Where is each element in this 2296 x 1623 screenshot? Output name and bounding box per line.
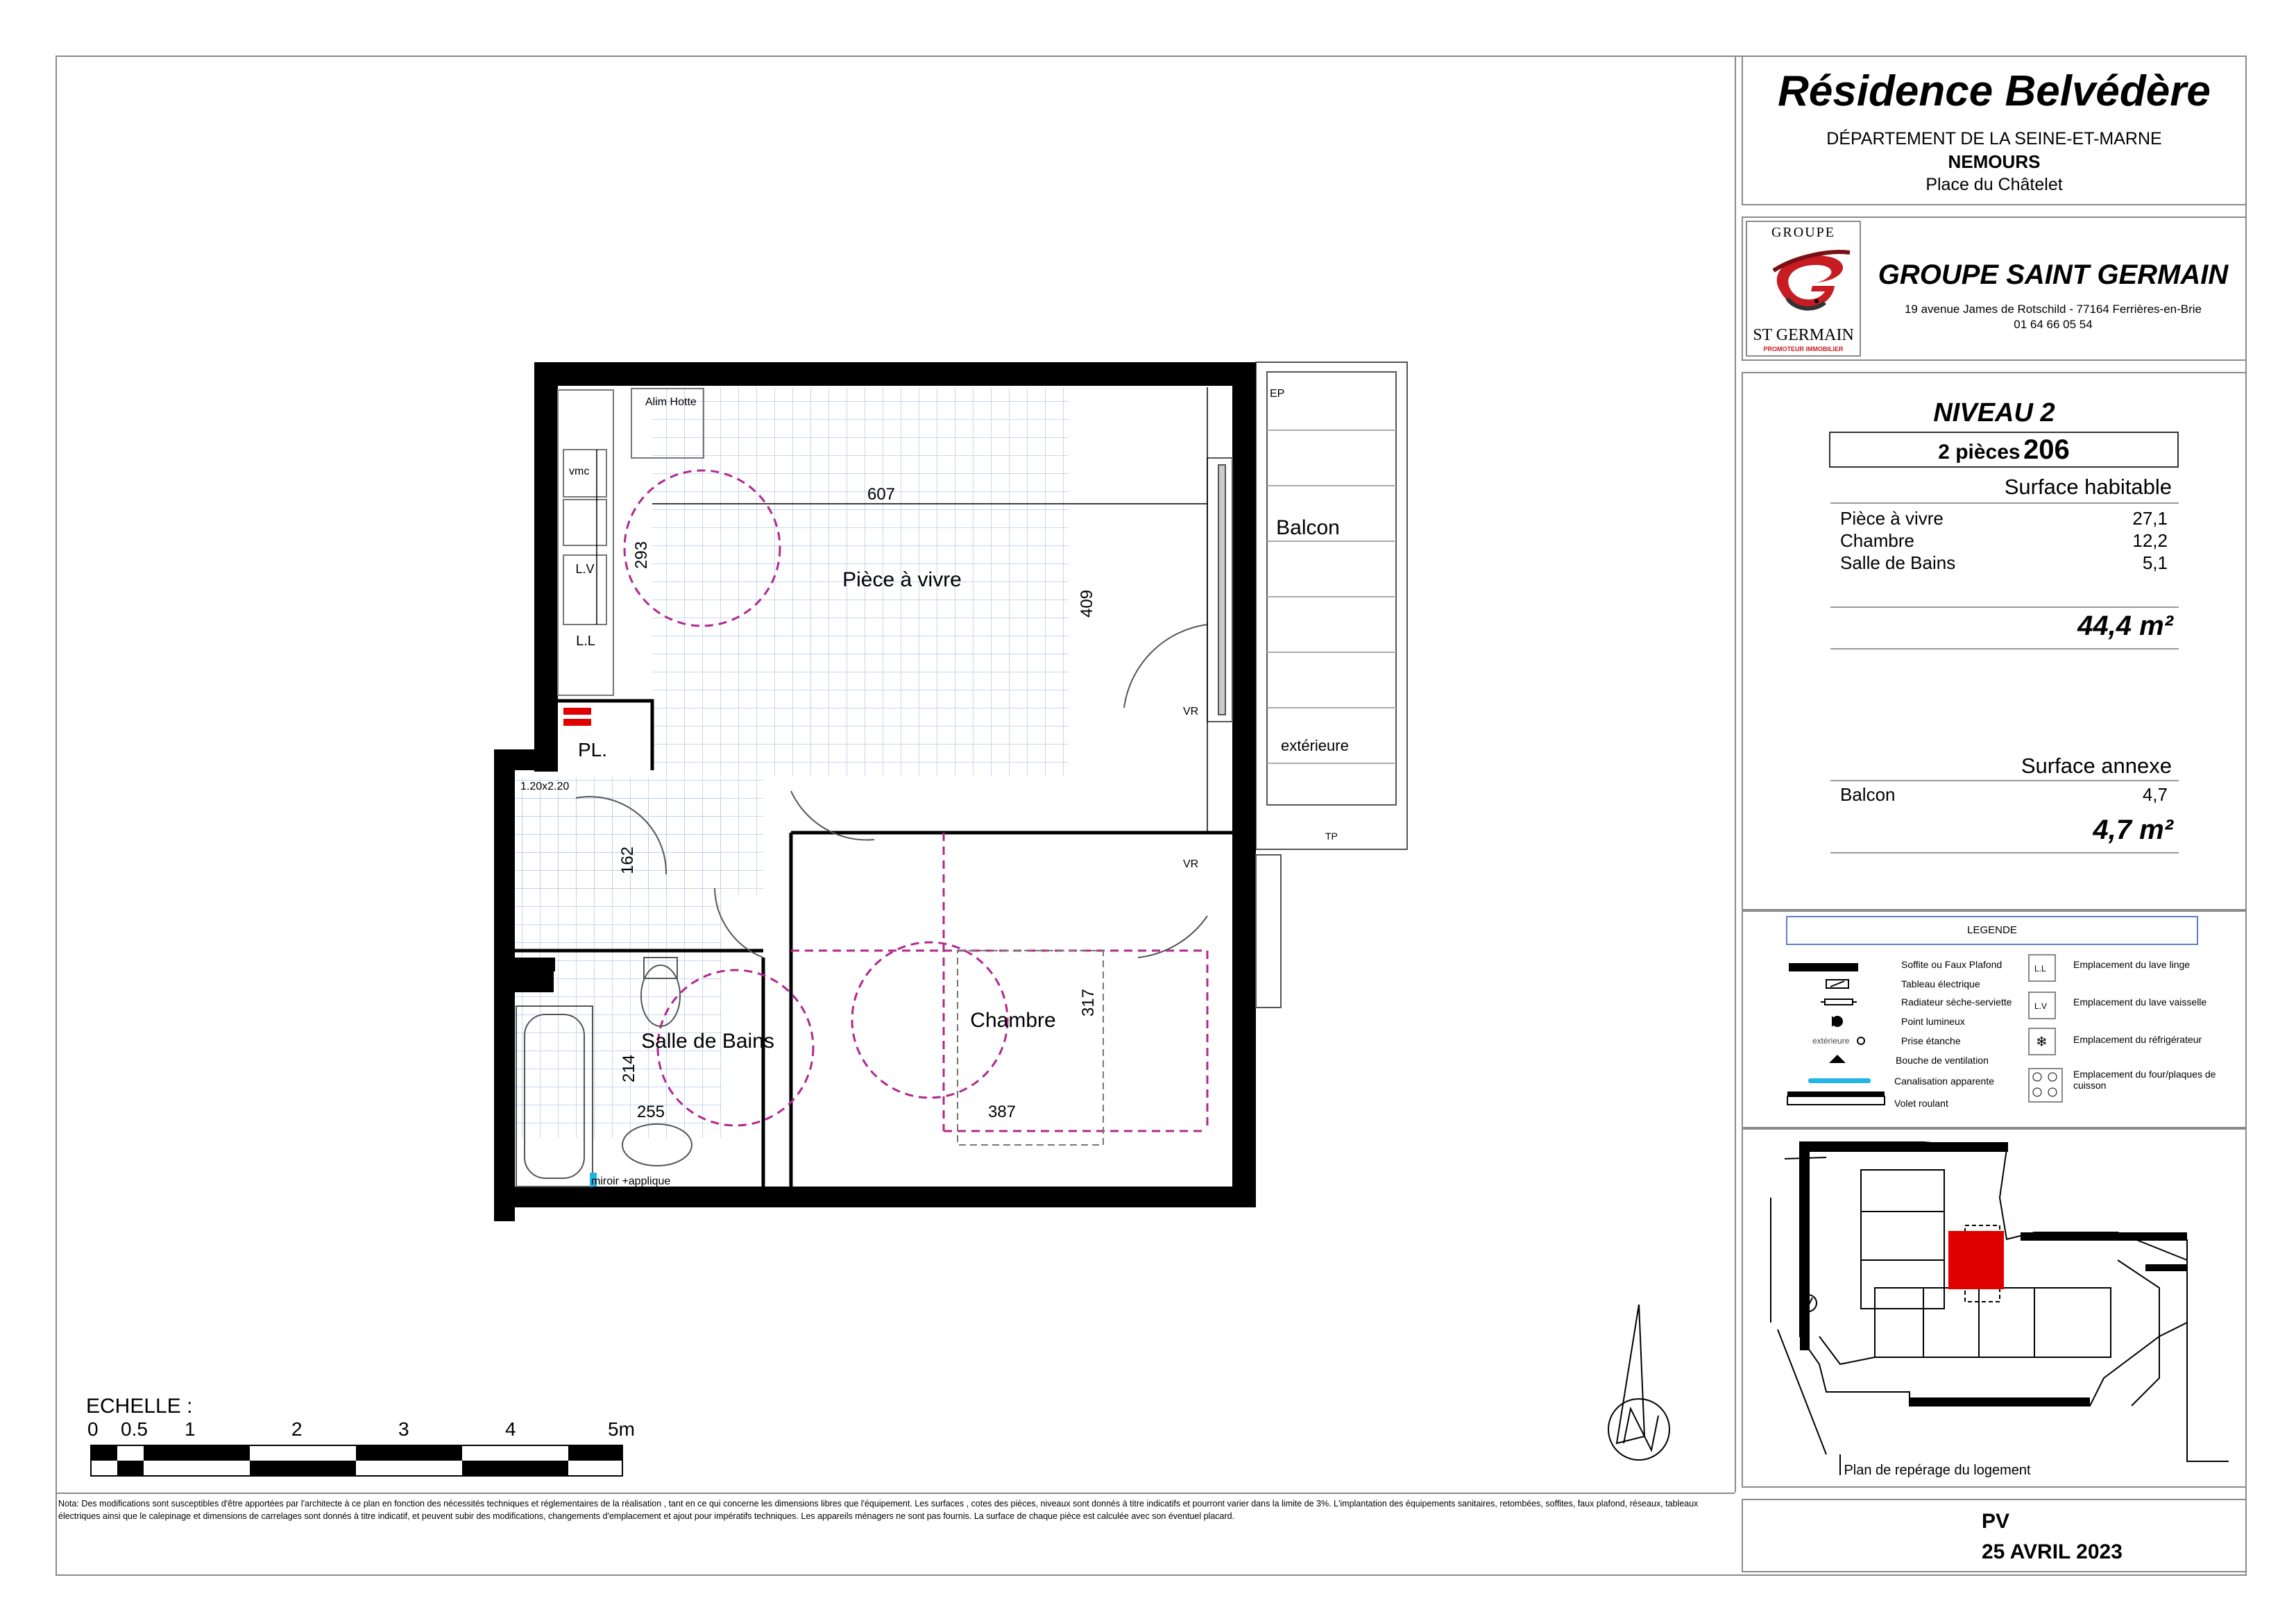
logo-bottom-text: ST GERMAIN <box>1753 326 1854 344</box>
legend-item-pipe: Canalisation apparente <box>1894 1076 1994 1087</box>
svg-text:L.L: L.L <box>2034 964 2046 974</box>
habitable-rule <box>1830 502 2179 504</box>
habitable-rule-3 <box>1830 648 2179 649</box>
svg-text:❄: ❄ <box>2036 1035 2048 1050</box>
legend-item-radiator: Radiateur sèche-serviette <box>1901 996 2012 1008</box>
scale-tick-4: 4 <box>505 1418 516 1440</box>
towel-radiator-icon <box>563 708 591 726</box>
legend-item-vent: Bouche de ventilation <box>1896 1055 1989 1066</box>
pipe-symbol <box>1808 1078 1871 1083</box>
legend-item-laundry: Emplacement du lave linge <box>2073 959 2191 970</box>
annex-rule <box>1830 780 2179 781</box>
legend-item-socket: Prise étanche <box>1901 1035 1961 1046</box>
unit-type: 2 pièces <box>1938 441 2021 464</box>
floor-plan <box>486 347 1457 1221</box>
oven-slot-icon <box>2029 1069 2062 1102</box>
scale-tick-2: 2 <box>291 1418 303 1440</box>
unit-block <box>1742 372 2247 910</box>
towel-radiator-icon <box>1821 999 1857 1005</box>
developer-name: GROUPE SAINT GERMAIN <box>1878 260 2229 290</box>
north-arrow-icon <box>1589 1305 1693 1471</box>
mirror-label: miroir +applique <box>591 1175 671 1187</box>
entry-floor <box>513 777 763 895</box>
legend-item-panel: Tableau électrique <box>1901 978 1980 989</box>
sealed-socket-icon <box>1857 1037 1864 1044</box>
legend-item-shutter: Volet roulant <box>1894 1098 1948 1109</box>
key-plan-map <box>1743 1128 2245 1486</box>
scale-tick-1: 1 <box>185 1418 196 1440</box>
department: DÉPARTEMENT DE LA SEINE-ET-MARNE <box>1826 129 2162 148</box>
scale-tick-5m: 5m <box>608 1418 635 1440</box>
legend-item-fridge: Emplacement du réfrigérateur <box>2073 1034 2202 1045</box>
dim-317: 317 <box>1079 988 1098 1017</box>
vr-label-1: VR <box>1183 706 1199 717</box>
dim-387: 387 <box>987 1103 1017 1121</box>
unit-number: 206 <box>2023 434 2070 465</box>
room-name-bathroom: Salle de Bains <box>1840 552 1956 573</box>
scale-tick-05: 0.5 <box>121 1418 148 1440</box>
room-bedroom: Chambre <box>970 1009 1056 1032</box>
room-balcony: Balcon <box>1276 516 1340 539</box>
city: NEMOURS <box>1948 151 2041 172</box>
fridge-slot-icon <box>2029 1028 2055 1055</box>
unit-id-box <box>1829 432 2179 468</box>
room-area-living: 27,1 <box>2132 508 2168 529</box>
bedroom-floor <box>791 847 992 1138</box>
annex-total: 4,7 m² <box>2093 815 2173 845</box>
disclaimer-note: Nota: Des modifications sont susceptibles d'être apportées par l'architecte à ce plan en fonction des nécessités techniques et réglementaires de la réalisation , tant en ce qui concerne les dimensions libres que l'équipement. Les surfaces , cotes des pièces, niveaux sont donnés à titre indicatifs et pourront varier dans la limite de 3%. L'implantation des équipements sanitaires, retombées, soffites, faux plafond, réseaux, tableaux électriques ainsi que le calepinage et dimensions de carrelages sont donnés à titre indicatif, et peuvent subir des modifications, changements d'emplacement et ajout pour impératifs techniques. Les appareils ménagers ne sont pas fournis. La surface de chaque pièce est calculée avec son éventuel placard. <box>58 1499 1699 1521</box>
scale-bar <box>90 1445 624 1478</box>
developer-logo <box>1746 221 1861 357</box>
developer-phone: 01 64 66 05 54 <box>2014 318 2093 331</box>
logo-mark-icon <box>1753 243 1854 323</box>
unit-level: NIVEAU 2 <box>1933 398 2055 427</box>
exterior-label: extérieure <box>1281 737 1349 754</box>
annex-heading: Surface annexe <box>2021 754 2172 778</box>
dim-255: 255 <box>636 1103 665 1121</box>
developer-address: 19 avenue James de Rotschild - 77164 Ferrières-en-Brie <box>1904 303 2202 316</box>
room-living: Pièce à vivre <box>842 568 962 591</box>
status-date: 25 AVRIL 2023 <box>1982 1540 2123 1563</box>
room-dishwasher: L.V <box>575 562 595 576</box>
vr-label-2: VR <box>1183 858 1199 870</box>
shower-size-label: 1.20x2.20 <box>520 781 570 792</box>
legend-item-light: Point lumineux <box>1901 1016 1965 1027</box>
legend-title-box <box>1786 916 2198 945</box>
logo-top-text: GROUPE <box>1771 225 1835 240</box>
status-label: PV <box>1982 1510 2010 1533</box>
dim-162: 162 <box>618 846 637 875</box>
unit-location-marker <box>1948 1231 2004 1289</box>
prise-label-text: extérieure <box>1812 1036 1850 1046</box>
status-block <box>1742 1499 2247 1572</box>
room-area-bedroom: 12,2 <box>2132 530 2168 551</box>
title-block <box>1742 56 2247 205</box>
room-name-living: Pièce à vivre <box>1840 508 1944 529</box>
habitable-rule-2 <box>1830 606 2179 608</box>
dim-409: 409 <box>1078 589 1096 618</box>
logo-sub-text: PROMOTEUR IMMOBILIER <box>1763 346 1844 352</box>
svg-text:L.V: L.V <box>2034 1001 2048 1011</box>
habitable-total: 44,4 m² <box>2077 611 2173 641</box>
tp-label: TP <box>1325 831 1338 842</box>
developer-block <box>1742 216 2247 361</box>
laundry-slot-icon <box>2029 955 2055 981</box>
dim-607: 607 <box>867 485 896 504</box>
electric-panel-icon <box>1826 980 1848 988</box>
dim-214: 214 <box>620 1054 638 1083</box>
ventilation-icon <box>1829 1055 1846 1063</box>
residence-title: Résidence Belvédère <box>1778 67 2211 115</box>
legend-item-oven: Emplacement du four/plaques de cuisson <box>2073 1069 2216 1091</box>
room-bathroom: Salle de Bains <box>641 1030 774 1053</box>
legend-item-dishwasher: Emplacement du lave vaisselle <box>2073 996 2207 1008</box>
soffit-symbol <box>1789 963 1858 971</box>
room-area-bathroom: 5,1 <box>2142 552 2168 573</box>
room-name-bedroom: Chambre <box>1840 530 1914 551</box>
address: Place du Châtelet <box>1925 175 2063 194</box>
scale-tick-3: 3 <box>398 1418 409 1440</box>
room-laundry: L.L <box>576 634 595 649</box>
roller-shutter-icon <box>1787 1094 1885 1105</box>
ep-label: EP <box>1270 388 1285 400</box>
light-point-icon <box>1832 1016 1843 1027</box>
room-closet: PL. <box>577 739 608 760</box>
dishwasher-slot-icon <box>2029 992 2055 1019</box>
habitable-heading: Surface habitable <box>2004 475 2172 499</box>
scale-label: ECHELLE : <box>86 1395 193 1418</box>
annex-area-balcony: 4,7 <box>2142 784 2168 805</box>
key-plan-caption: Plan de repérage du logement <box>1844 1463 2031 1478</box>
dim-293: 293 <box>632 541 651 570</box>
key-plan-block <box>1742 1127 2247 1488</box>
annex-rule-2 <box>1830 852 2179 853</box>
annex-name-balcony: Balcon <box>1840 784 1896 805</box>
legend-item-soffit: Soffite ou Faux Plafond <box>1901 959 2002 970</box>
scale-tick-0: 0 <box>87 1418 99 1440</box>
hood-label: Alim Hotte <box>645 396 697 408</box>
balcony-outline <box>1256 362 1407 849</box>
note-divider <box>56 1493 1735 1494</box>
legend-title: LEGENDE <box>1967 924 2017 936</box>
vmc-label: vmc <box>569 466 590 477</box>
legend-block <box>1742 910 2247 1130</box>
frame-divider <box>1735 56 1736 1493</box>
